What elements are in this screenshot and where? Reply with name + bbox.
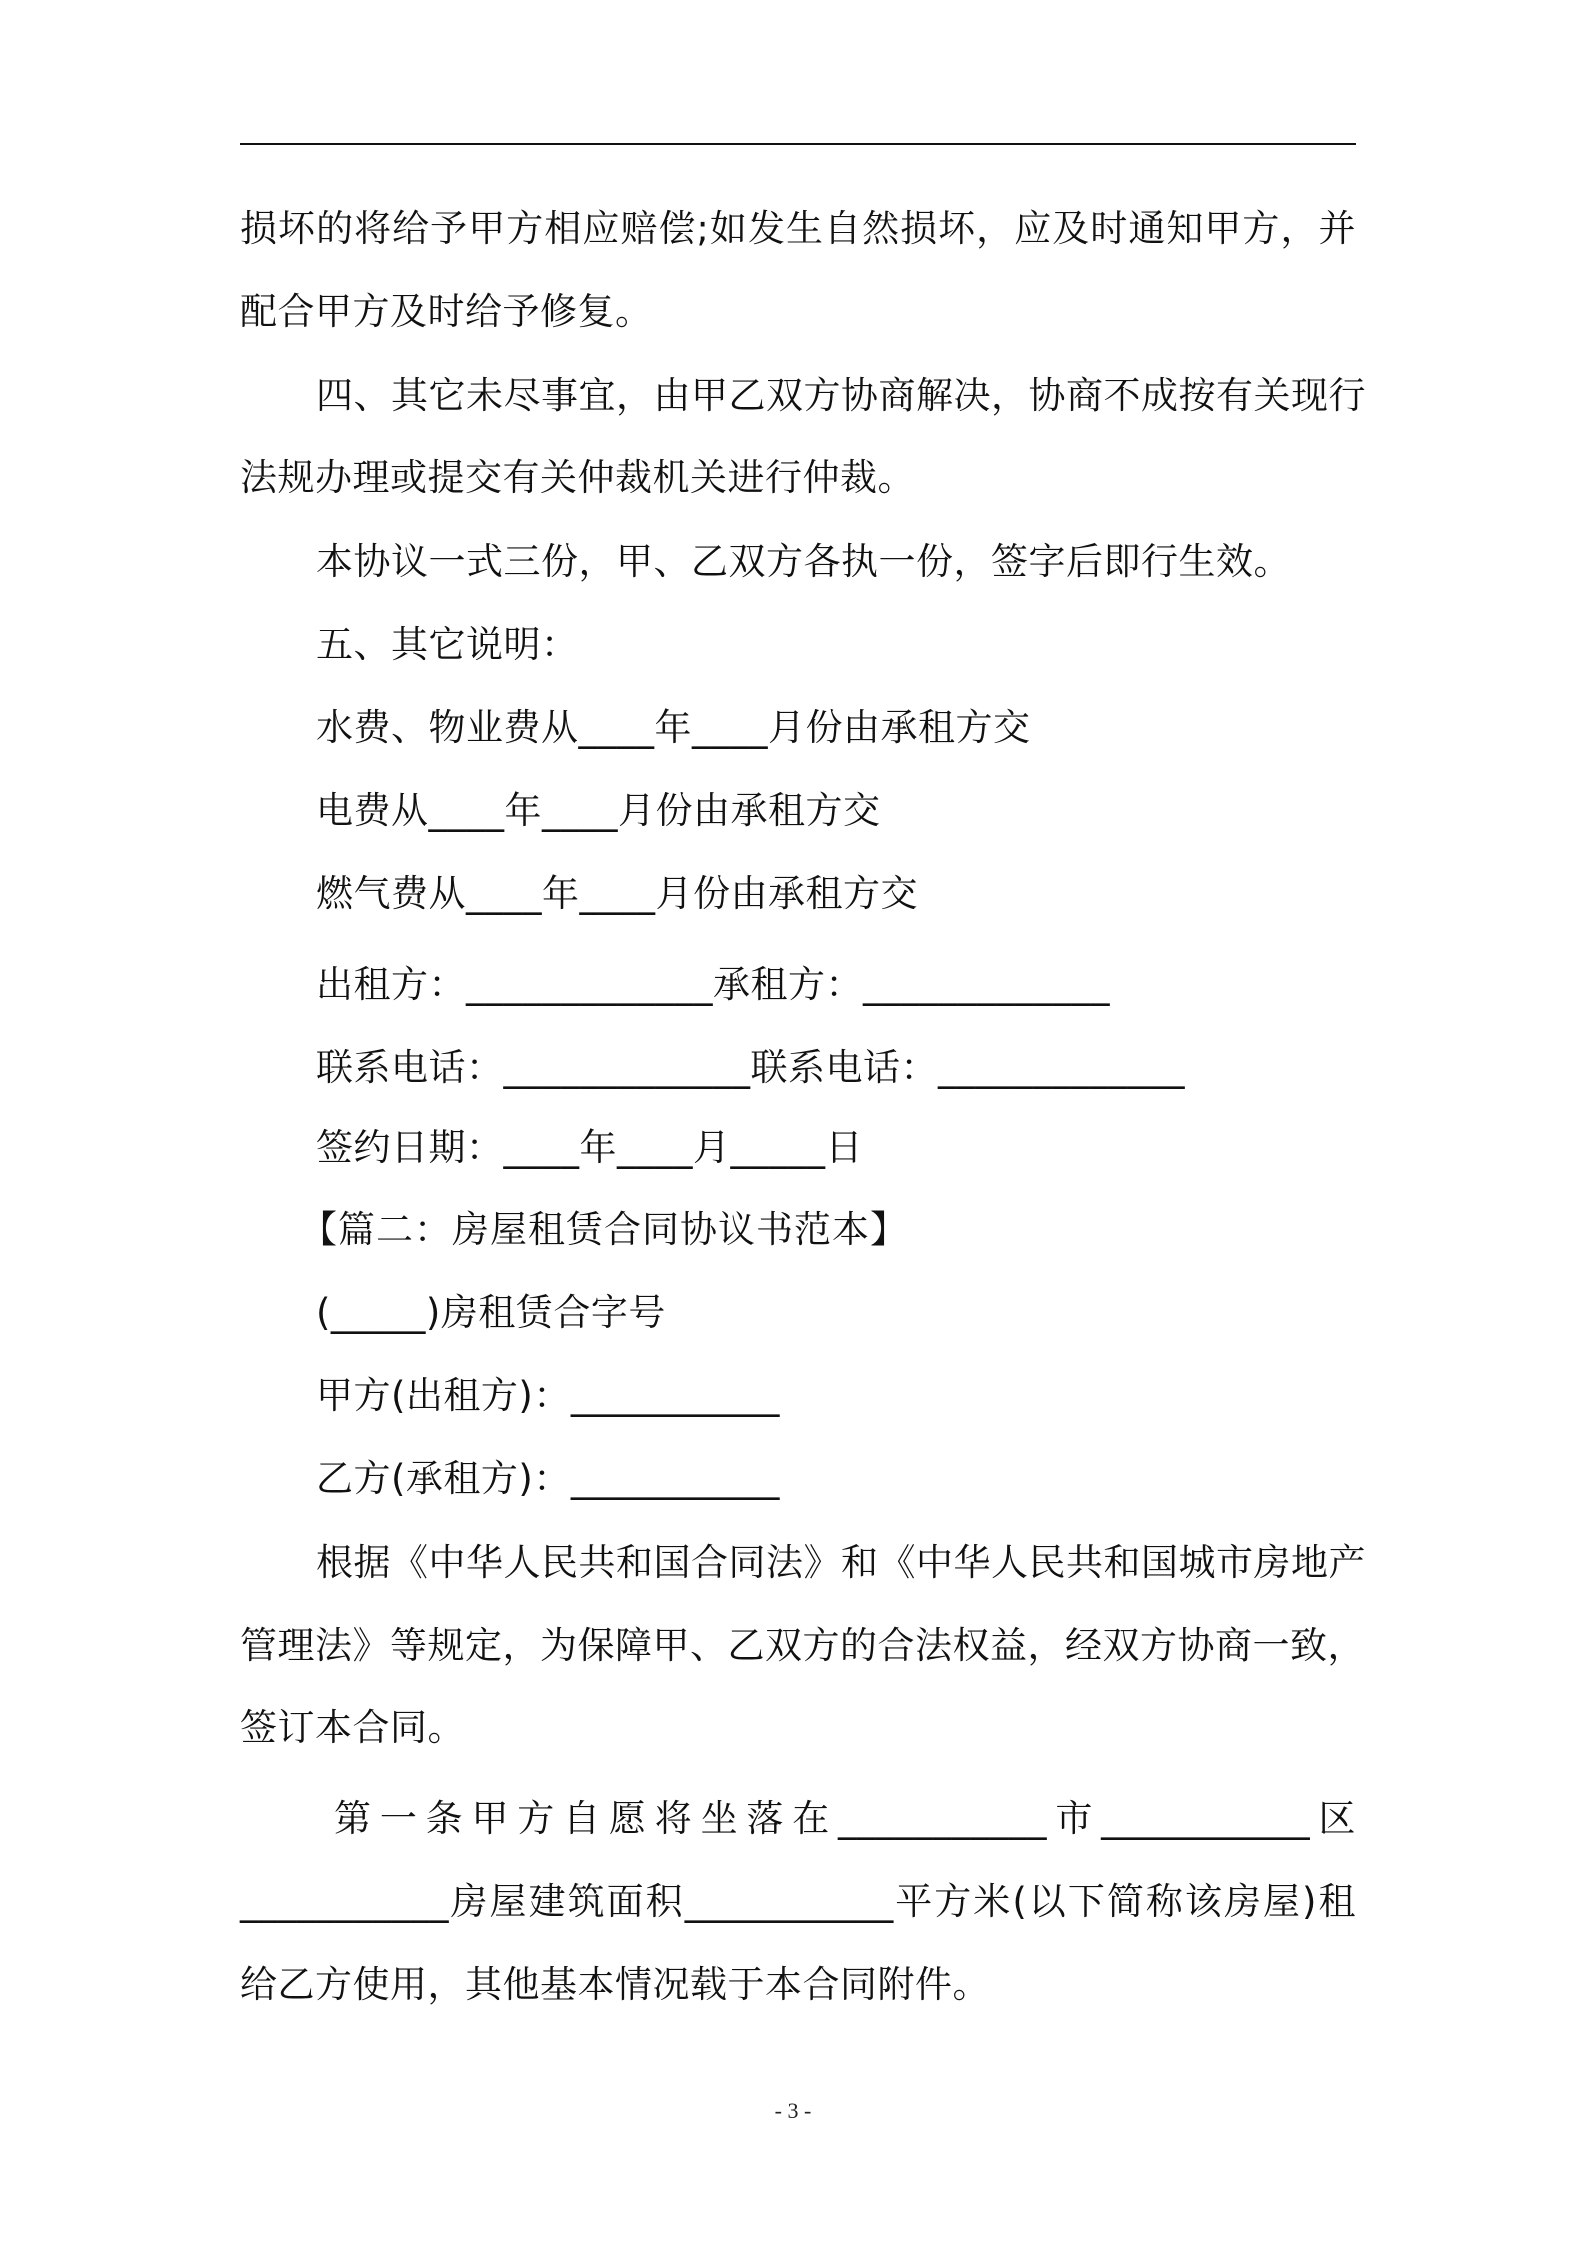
paragraph-line: 根据《中华人民共和国合同法》和《中华人民共和国城市房地产 — [316, 1541, 1366, 1584]
date-line: 签约日期：____年____月_____日 — [316, 1126, 863, 1169]
paragraph-line: 配合甲方及时给予修复。 — [240, 290, 653, 333]
page-number: - 3 - — [774, 2098, 812, 2123]
party-a-line: 甲方(出租方)：___________ — [316, 1374, 780, 1417]
article-line: ___________房屋建筑面积___________平方米(以下简称该房屋)租 — [240, 1880, 1356, 1923]
fill-in-line: 水费、物业费从____年____月份由承租方交 — [316, 706, 1031, 749]
section-heading: 五、其它说明： — [316, 623, 579, 666]
article-line: 给乙方使用，其他基本情况载于本合同附件。 — [240, 1963, 990, 2006]
party-b-line: 乙方(承租方)：___________ — [316, 1457, 780, 1500]
section-title: 【篇二：房屋租赁合同协议书范本】 — [300, 1208, 908, 1251]
paragraph-line: 四、其它未尽事宜，由甲乙双方协商解决，协商不成按有关现行 — [316, 374, 1366, 417]
contact-line: 联系电话：_____________联系电话：_____________ — [316, 1046, 1185, 1089]
contract-number: (_____)房租赁合字号 — [316, 1291, 666, 1334]
paragraph-line: 管理法》等规定，为保障甲、乙双方的合法权益，经双方协商一致， — [240, 1624, 1365, 1667]
article-line: 第一条甲方自愿将坐落在___________市___________区 — [334, 1797, 1356, 1840]
paragraph-line: 法规办理或提交有关仲裁机关进行仲裁。 — [240, 456, 915, 499]
header-rule — [240, 143, 1356, 145]
paragraph-line: 签订本合同。 — [240, 1706, 465, 1749]
paragraph-line: 本协议一式三份，甲、乙双方各执一份，签字后即行生效。 — [316, 540, 1291, 583]
paragraph-line: 损坏的将给予甲方相应赔偿;如发生自然损坏，应及时通知甲方，并 — [240, 207, 1356, 250]
signature-line: 出租方：_____________承租方：_____________ — [316, 963, 1110, 1006]
fill-in-line: 电费从____年____月份由承租方交 — [316, 789, 881, 832]
fill-in-line: 燃气费从____年____月份由承租方交 — [316, 872, 918, 915]
